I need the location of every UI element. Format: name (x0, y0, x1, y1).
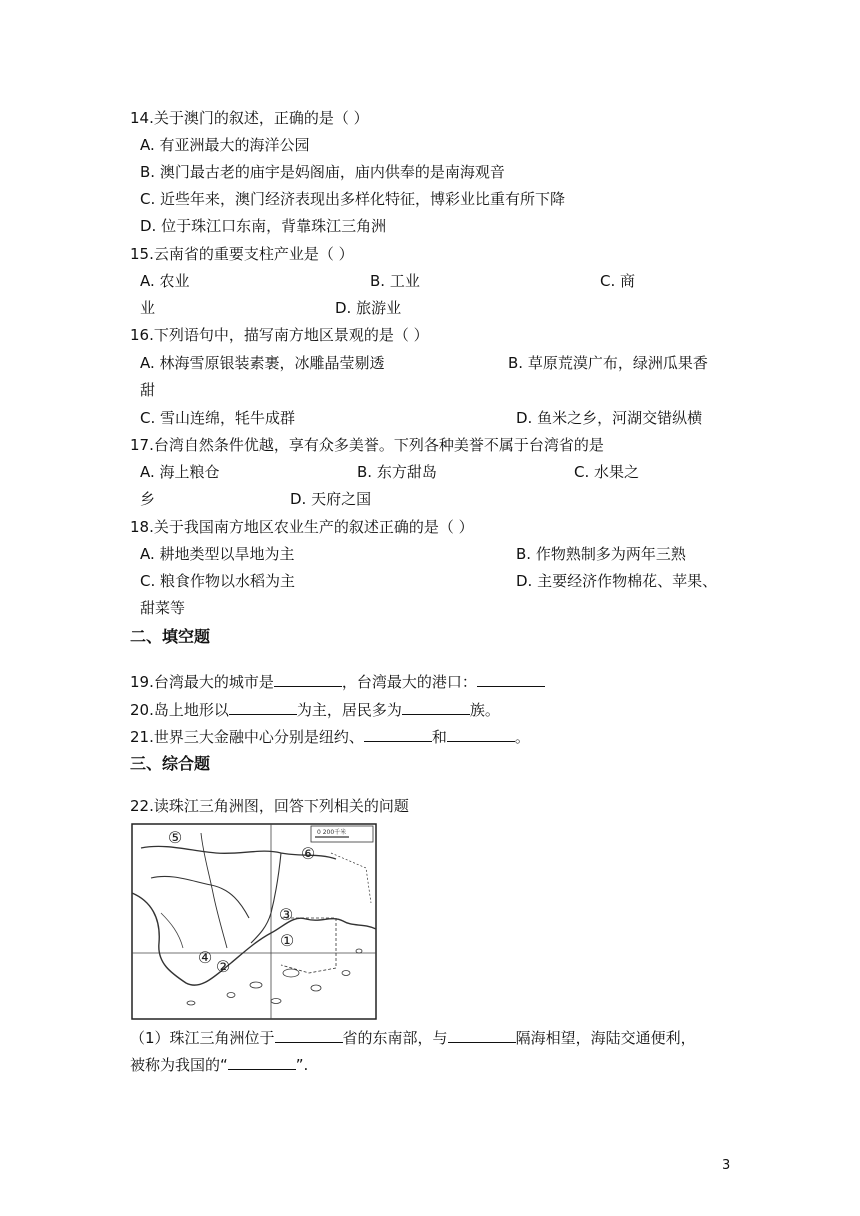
question-18-option-d-part1: D. 主要经济作物棉花、苹果、 (516, 572, 718, 590)
question-14-option-d: D. 位于珠江口东南，背靠珠江三角洲 (140, 217, 387, 235)
question-22-sub1-text-1: （1）珠江三角洲位于 (130, 1029, 275, 1047)
answer-blank (447, 725, 515, 742)
question-15-option-a: A. 农业 (140, 272, 190, 290)
question-18-option-d-part2: 甜菜等 (140, 599, 186, 617)
question-17-option-b: B. 东方甜岛 (357, 463, 437, 481)
question-16-stem: 16.下列语句中，描写南方地区景观的是（ ） (130, 326, 429, 344)
question-20-text-2: 为主，居民多为 (296, 701, 402, 719)
question-21-text-2: 和 (431, 728, 447, 746)
question-22-sub1-line1 (130, 1026, 696, 1048)
question-20-text-3: 族。 (469, 701, 500, 719)
answer-blank (477, 670, 545, 687)
question-15-option-b: B. 工业 (370, 272, 420, 290)
map-marker-2: ② (215, 957, 231, 976)
question-21-text-1: 21.世界三大金融中心分别是纽约、 (130, 728, 364, 746)
question-19 (130, 670, 545, 692)
question-20 (130, 698, 500, 720)
question-14-stem: 14.关于澳门的叙述，正确的是（ ） (130, 109, 369, 127)
question-16-option-b-part1: B. 草原荒漠广布，绿洲瓜果香 (508, 354, 708, 372)
pearl-river-delta-map (131, 823, 377, 1020)
question-22-sub1-text-5: ”. (295, 1056, 309, 1074)
question-18-stem: 18.关于我国南方地区农业生产的叙述正确的是（ ） (130, 518, 474, 536)
question-22-sub1-text-4: 被称为我国的“ (130, 1056, 228, 1074)
question-21 (130, 725, 530, 747)
question-17-option-c-part1: C. 水果之 (574, 463, 640, 481)
question-14-option-c: C. 近些年来，澳门经济表现出多样化特征，博彩业比重有所下降 (140, 190, 566, 208)
question-17-stem: 17.台湾自然条件优越，享有众多美誉。下列各种美誉不属于台湾省的是 (130, 436, 604, 454)
question-20-text-1: 20.岛上地形以 (130, 701, 229, 719)
question-15-option-c-part1: C. 商 (600, 272, 636, 290)
answer-blank (229, 698, 297, 715)
question-22-sub1-text-3: 隔海相望，海陆交通便利， (515, 1029, 696, 1047)
answer-blank (228, 1053, 296, 1070)
question-14-option-b: B. 澳门最古老的庙宇是妈阁庙，庙内供奉的是南海观音 (140, 163, 505, 181)
question-17-option-c-part2: 乡 (140, 490, 156, 508)
question-21-text-3: 。 (514, 728, 530, 746)
question-14-option-a: A. 有亚洲最大的海洋公园 (140, 136, 310, 154)
question-22-stem: 22.读珠江三角洲图，回答下列相关的问题 (130, 797, 409, 815)
question-18-option-a: A. 耕地类型以旱地为主 (140, 545, 295, 563)
answer-blank (274, 670, 342, 687)
question-19-text-2: ，台湾最大的港口： (341, 673, 477, 691)
answer-blank (275, 1026, 343, 1043)
map-marker-1: ① (279, 931, 295, 950)
question-18-option-c: C. 粮食作物以水稻为主 (140, 572, 296, 590)
question-16-option-c: C. 雪山连绵，牦牛成群 (140, 409, 296, 427)
map-marker-3: ③ (278, 905, 294, 924)
question-22-sub1-text-2: 省的东南部，与 (342, 1029, 448, 1047)
map-marker-6: ⑥ (300, 844, 316, 863)
section-heading-comprehensive: 三、综合题 (130, 754, 211, 773)
question-16-option-d: D. 鱼米之乡，河湖交错纵横 (516, 409, 703, 427)
question-16-option-a: A. 林海雪原银装素裹，冰雕晶莹剔透 (140, 354, 385, 372)
map-scale-label: 0 200千米 (317, 829, 347, 836)
question-17-option-d: D. 天府之国 (290, 490, 372, 508)
question-15-option-d: D. 旅游业 (335, 299, 402, 317)
section-heading-fill-in: 二、填空题 (130, 627, 211, 646)
answer-blank (364, 725, 432, 742)
map-marker-5: ⑤ (167, 828, 183, 847)
answer-blank (402, 698, 470, 715)
question-22-sub1-line2 (130, 1053, 308, 1075)
question-16-option-b-part2: 甜 (140, 381, 156, 399)
question-15-option-c-part2: 业 (140, 299, 156, 317)
question-19-text-1: 19.台湾最大的城市是 (130, 673, 274, 691)
answer-blank (448, 1026, 516, 1043)
question-18-option-b: B. 作物熟制多为两年三熟 (516, 545, 686, 563)
map-marker-4: ④ (197, 948, 213, 967)
page-number: 3 (722, 1158, 731, 1173)
question-17-option-a: A. 海上粮仓 (140, 463, 220, 481)
question-15-stem: 15.云南省的重要支柱产业是（ ） (130, 245, 354, 263)
